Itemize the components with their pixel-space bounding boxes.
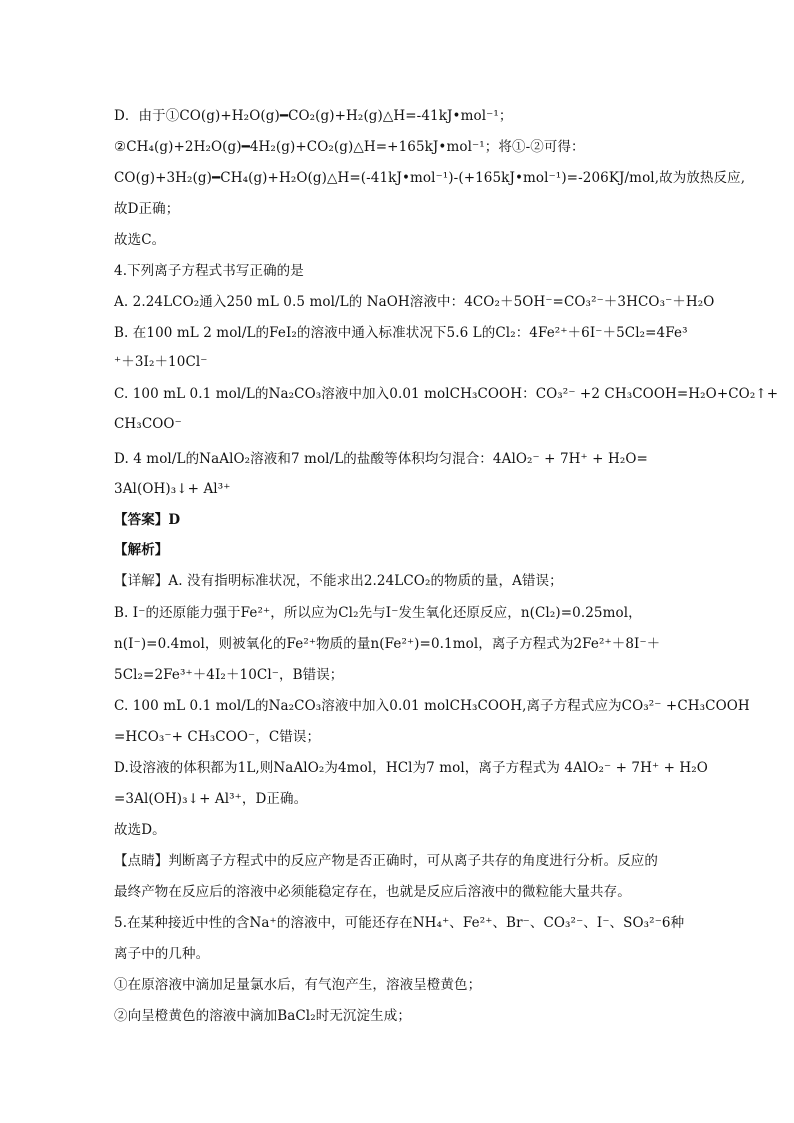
option-a: A. 2.24LCO₂通入250 mL 0.5 mol/L的 NaOH溶液中：4CO₂＋5OH⁻=CO₃²⁻＋3HCO₃⁻＋H₂O [114, 294, 715, 310]
text-line: D．由于①CO(g)+H₂O(g)━CO₂(g)+H₂(g)△H=-41kJ•mol⁻¹； [114, 108, 513, 124]
detail-line: =HCO₃⁻+ CH₃COO⁻，C错误； [114, 729, 321, 745]
text-line: 故选D。 [114, 822, 166, 838]
detail-line: =3Al(OH)₃↓+ Al³⁺，D正确。 [114, 791, 308, 807]
detail-line: B. I⁻的还原能力强于Fe²⁺，所以应为Cl₂先与I⁻发生氧化还原反应，n(Cl₂)=0.25mol， [114, 605, 642, 621]
text-line: 离子中的几种。 [114, 946, 210, 962]
analysis-label: 【解析】 [114, 542, 169, 558]
tip-line: 最终产物在反应后的溶液中必须能稳定存在，也就是反应后溶液中的微粒能大量共存。 [114, 884, 631, 900]
option-d-continued: 3Al(OH)₃↓+ Al³⁺ [114, 481, 231, 497]
option-d: D. 4 mol/L的NaAlO₂溶液和7 mol/L的盐酸等体积均匀混合：4AlO₂⁻ + 7H⁺ + H₂O= [114, 451, 648, 467]
question-heading: 4.下列离子方程式书写正确的是 [114, 263, 304, 279]
option-c: C. 100 mL 0.1 mol/L的Na₂CO₃溶液中加入0.01 molCH₃COOH：CO₃²⁻ +2 CH₃COOH=H₂O+CO₂↑+ [114, 386, 779, 402]
tip-line: 【点睛】判断离子方程式中的反应产物是否正确时，可从离子共存的角度进行分析。反应的 [114, 853, 658, 869]
option-b: B. 在100 mL 2 mol/L的FeI₂的溶液中通入标准状况下5.6 L的Cl₂：4Fe²⁺＋6I⁻＋5Cl₂=4Fe³ [114, 325, 688, 341]
detail-line: n(I⁻)=0.4mol，则被氧化的Fe²⁺物质的量n(Fe²⁺)=0.1mol，离子方程式为2Fe²⁺＋8I⁻＋ [114, 636, 661, 652]
detail-line: 5Cl₂=2Fe³⁺＋4I₂＋10Cl⁻，B错误； [114, 667, 344, 683]
text-line: ①在原溶液中滴加足量氯水后，有气泡产生，溶液呈橙黄色； [114, 977, 482, 993]
detail-line: C. 100 mL 0.1 mol/L的Na₂CO₃溶液中加入0.01 molCH₃COOH,离子方程式应为CO₃²⁻ +CH₃COOH [114, 698, 750, 714]
text-line: 故选C。 [114, 232, 166, 248]
detail-line: D.设溶液的体积都为1L,则NaAlO₂为4mol，HCl为7 mol，离子方程式为 4AlO₂⁻ + 7H⁺ + H₂O [114, 760, 708, 776]
option-b-continued: ⁺＋3I₂＋10Cl⁻ [114, 354, 208, 370]
question-heading: 5.在某种接近中性的含Na⁺的溶液中，可能还存在NH₄⁺、Fe²⁺、Br⁻、CO₃²⁻、I⁻、SO₃²⁻6种 [114, 915, 685, 931]
option-c-continued: CH₃COO⁻ [114, 416, 182, 432]
text-line: ②CH₄(g)+2H₂O(g)━4H₂(g)+CO₂(g)△H=+165kJ•mol⁻¹；将①-②可得： [114, 139, 585, 155]
text-line: CO(g)+3H₂(g)━CH₄(g)+H₂O(g)△H=(-41kJ•mol⁻¹)-(+165kJ•mol⁻¹)=-206KJ/mol,故为放热反应, [114, 170, 746, 186]
text-line: 故D正确； [114, 201, 180, 217]
text-line: ②向呈橙黄色的溶液中滴加BaCl₂时无沉淀生成； [114, 1008, 411, 1024]
detail-line: 【详解】A. 没有指明标准状况，不能求出2.24LCO₂的物质的量，A错误； [114, 573, 563, 589]
answer-label: 【答案】D [114, 512, 181, 528]
